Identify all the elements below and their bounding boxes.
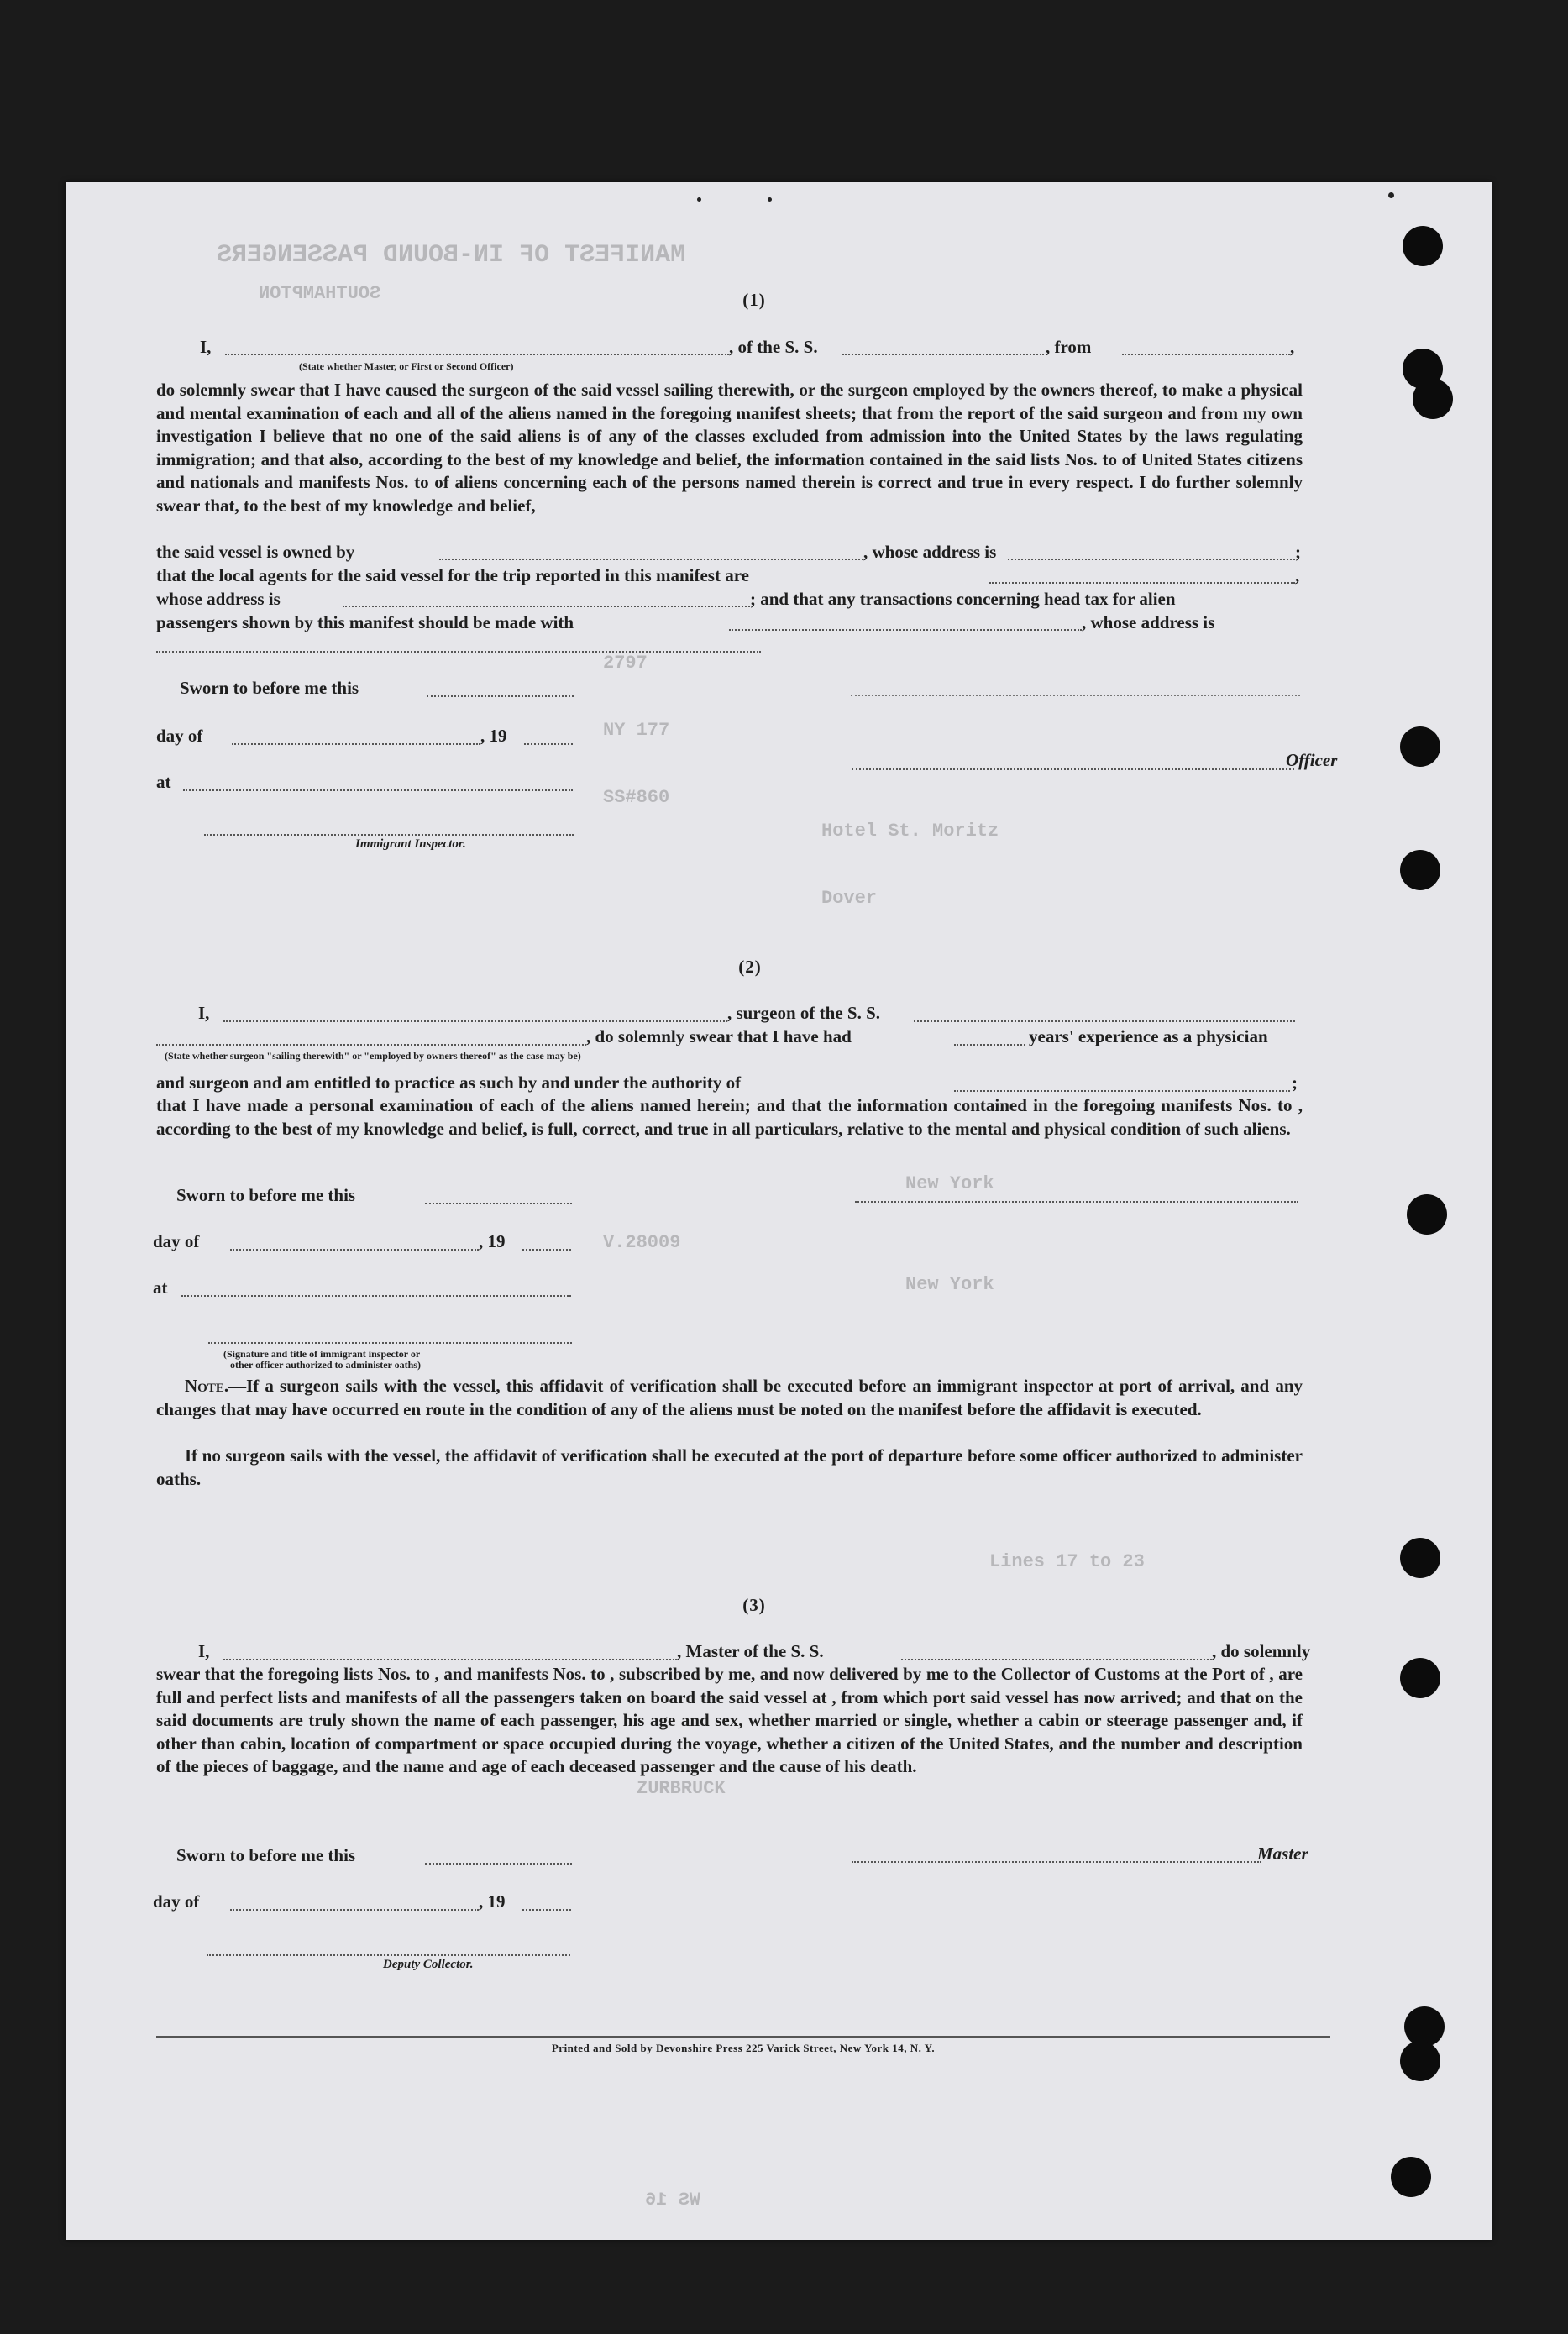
i-label-3: I, [198, 1641, 210, 1661]
sworn-date-field-3[interactable] [425, 1863, 572, 1865]
surgeon-name-field[interactable] [223, 1020, 727, 1022]
authority-field[interactable] [954, 1090, 1290, 1092]
years-experience-field[interactable] [954, 1044, 1025, 1046]
sworn-label-1: Sworn to before me this [180, 678, 359, 698]
owner-field[interactable] [439, 559, 863, 560]
punch-hole [1400, 1538, 1440, 1578]
punch-hole [1391, 2157, 1431, 2197]
signature-caption-1: (Signature and title of immigrant inspector or [223, 1348, 421, 1360]
from-label: , from [1046, 337, 1092, 357]
inspector-caption-1: Immigrant Inspector. [355, 837, 466, 851]
officer-caption: (State whether Master, or First or Second Officer) [299, 360, 514, 372]
master-of-label: , Master of the S. S. [677, 1641, 824, 1661]
owned-by-label: the said vessel is owned by [156, 542, 355, 562]
day-of-field-3[interactable] [230, 1909, 479, 1911]
agent-address-field[interactable] [343, 606, 750, 607]
note-paragraph-2: If no surgeon sails with the vessel, the affidavit of verification shall be executed at the port of departure before some officer authorized to administer oaths. [156, 1445, 1303, 1489]
year-field-2[interactable] [522, 1249, 571, 1251]
bleed-through-column: Hotel St. Moritz [821, 821, 999, 842]
day-of-field-2[interactable] [230, 1249, 479, 1251]
at-field-1[interactable] [183, 789, 573, 791]
punch-hole [1400, 850, 1440, 890]
ink-speck [1388, 192, 1394, 198]
sworn-label-2: Sworn to before me this [176, 1185, 356, 1205]
punch-hole [1407, 1194, 1447, 1235]
surgeon-signature-field[interactable] [855, 1201, 1298, 1203]
at-field-2[interactable] [181, 1295, 571, 1297]
whose-address-label: , whose address is [863, 542, 997, 562]
punch-hole [1400, 1658, 1440, 1698]
master-signature-field[interactable] [852, 1861, 1261, 1863]
bleed-through-column: NY 177 [603, 720, 670, 741]
bleed-through-column: SS#860 [603, 787, 670, 808]
passengers-line: passengers shown by this manifest should be made with [156, 612, 574, 632]
bleed-through-column: 2797 [603, 653, 648, 674]
section-2-number: (2) [738, 957, 762, 977]
punch-hole [1403, 226, 1443, 266]
authority-end: ; [1292, 1073, 1298, 1093]
year-field-1[interactable] [524, 743, 573, 745]
punch-hole [1400, 2041, 1440, 2081]
bleed-through-column: Dover [821, 888, 878, 909]
year-label-3: , 19 [479, 1891, 506, 1912]
section-1-oath-text: do solemnly swear that I have caused the surgeon of the said vessel sailing therewith, or the surgeon employed by the owners thereof, to make a physical and mental examination of each and all of the aliens named in the foregoing manifest sheets; that from the report of the said surgeon and from my own investigation I believe that no one of the said aliens is of any of the classes excluded from admission into the United States by the laws regulating immigration; and that also, according to the best of my knowledge and belief, the information contained in the said lists Nos. to of United States citizens and nationals and manifests Nos. to of aliens concerning each of the persons named therein is correct and true in every respect. I do further solemnly swear that, to the best of my knowledge and belief, [156, 380, 1303, 516]
i-label-2: I, [198, 1003, 210, 1023]
sworn-date-field-2[interactable] [425, 1203, 572, 1204]
head-tax-address-field[interactable] [156, 651, 761, 653]
authority-label: and surgeon and am entitled to practice as such by and under the authority of [156, 1073, 742, 1093]
officer-name-field[interactable] [225, 354, 729, 355]
bleed-through-footer: WS 16 [645, 2190, 701, 2211]
bleed-through-column: New York [905, 1173, 994, 1194]
manifest-page [66, 182, 1492, 2240]
years-experience-label: years' experience as a physician [1029, 1026, 1268, 1046]
punch-hole [1413, 379, 1453, 419]
officer-title: Officer [1286, 750, 1338, 770]
punch-hole [1400, 726, 1440, 767]
year-field-3[interactable] [522, 1909, 571, 1911]
section-1-number: (1) [742, 290, 766, 310]
master-vessel-field[interactable] [901, 1659, 1212, 1660]
footer-rule [156, 2036, 1330, 2038]
signature-caption-2: other officer authorized to administer oaths) [230, 1359, 421, 1371]
departure-port-field[interactable] [1122, 354, 1290, 355]
comma: , [1295, 565, 1300, 585]
bleed-through-column: Lines 17 to 23 [989, 1551, 1145, 1572]
do-solemnly-label: , do solemnly swear that I have had [586, 1026, 852, 1046]
note-paragraph [156, 1375, 1303, 1445]
whose-address-end: , whose address is [1082, 612, 1215, 632]
year-label-2: , 19 [479, 1231, 506, 1251]
semicolon: ; [1295, 542, 1301, 562]
surgeon-vessel-field[interactable] [914, 1020, 1295, 1022]
inspector-signature-field-1[interactable] [204, 834, 574, 836]
year-label-1: , 19 [480, 726, 507, 746]
bleed-through-column: ZURBRUCK [637, 1778, 726, 1799]
section-2-exam-text: that I have made a personal examination of each of the aliens named herein; and that the information contained in the foregoing manifests Nos. to , according to the best of my knowledge and belief, is full, correct, and true in all particulars, relative to the mental and physical condition of such aliens. [156, 1095, 1303, 1139]
day-of-field-1[interactable] [232, 743, 480, 745]
whose-address-label-2: whose address is [156, 589, 281, 609]
at-label-1: at [156, 772, 171, 792]
day-of-label-3: day of [153, 1891, 200, 1912]
section-3-number: (3) [742, 1595, 766, 1615]
line-end-comma: , [1290, 337, 1295, 357]
head-tax-contact-field[interactable] [729, 629, 1082, 631]
local-agents-field[interactable] [989, 582, 1295, 584]
do-solemnly-label-3: , do solemnly [1212, 1641, 1311, 1661]
owner-address-field[interactable] [1008, 559, 1295, 560]
ink-speck [697, 197, 701, 202]
officer-signature-line-upper [851, 695, 1300, 696]
note-text: —If a surgeon sails with the vessel, this affidavit of verification shall be executed before an immigrant inspector at port of arrival, and any changes that may have occurred en route in the condition of any of the aliens must be noted on the manifest before the affidavit is executed. [156, 1376, 1303, 1419]
head-tax-text: ; and that any transactions concerning head tax for alien [750, 589, 1176, 609]
master-name-field[interactable] [223, 1659, 677, 1660]
at-label-2: at [153, 1277, 168, 1298]
printer-imprint: Printed and Sold by Devonshire Press 225 Varick Street, New York 14, N. Y. [551, 2042, 936, 2054]
ink-speck [768, 197, 772, 202]
section-3-body-text: swear that the foregoing lists Nos. to , and manifests Nos. to , subscribed by me, and now delivered by me to the Collector of Customs at the Port of , are full and perfect lists and manifests of all the passengers taken on board the said vessel at , from which port said vessel has now arrived; and that on the said documents are truly shown the name of each passenger, his age and sex, whether married or single, whether a cabin or steerage passenger and, if other than cabin, location of compartment or space occupied during the voyage, whether a citizen of the United States, and the number and description of the pieces of baggage, and the name and age of each deceased passenger and the cause of his death. [156, 1664, 1303, 1777]
sworn-date-field-1[interactable] [427, 695, 574, 697]
i-label: I, [200, 337, 212, 357]
bleed-through-heading: MANIFEST OF IN-BOUND PASSENGERS [217, 241, 686, 270]
note-label: Note. [185, 1376, 229, 1396]
inspector-signature-field-2[interactable] [208, 1342, 572, 1344]
vessel-name-field[interactable] [842, 354, 1044, 355]
surgeon-status-field[interactable] [156, 1044, 586, 1046]
day-of-label-1: day of [156, 726, 203, 746]
officer-signature-field[interactable] [852, 768, 1294, 770]
bleed-through-column: V.28009 [603, 1232, 681, 1253]
master-title: Master [1257, 1844, 1308, 1864]
surgeon-of-label: , surgeon of the S. S. [727, 1003, 881, 1023]
deputy-collector-signature-field[interactable] [207, 1954, 570, 1956]
sworn-label-3: Sworn to before me this [176, 1845, 356, 1865]
local-agents-label: that the local agents for the said vessel for the trip reported in this manifest are [156, 565, 749, 585]
bleed-through-column: New York [905, 1274, 994, 1295]
deputy-collector-caption: Deputy Collector. [383, 1958, 474, 1971]
of-ss-label: , of the S. S. [729, 337, 818, 357]
day-of-label-2: day of [153, 1231, 200, 1251]
surgeon-caption: (State whether surgeon "sailing therewith" or "employed by owners thereof" as the case may be) [165, 1050, 581, 1062]
bleed-through-text: SOUTHAMPTON [259, 283, 381, 304]
